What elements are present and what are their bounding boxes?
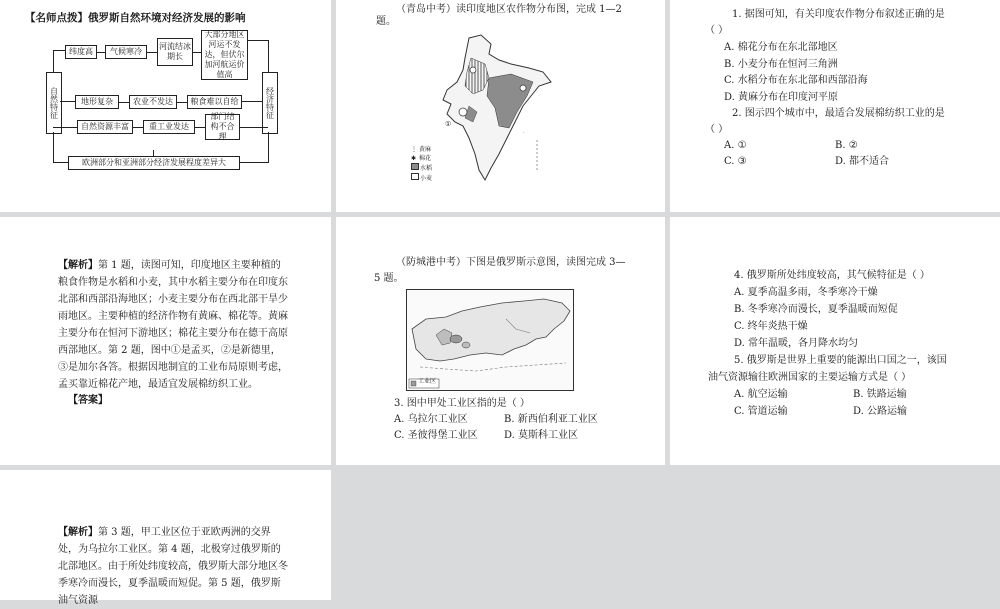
option: D. 公路运输 (853, 406, 908, 417)
option: A. 乌拉尔工业区 (394, 414, 468, 425)
panel1-title: 【名师点拨】俄罗斯自然环境对经济发展的影响 (25, 12, 246, 24)
slide-thumbnail-3[interactable] (670, 0, 1000, 212)
analysis-text: 第 1 题，读图可知，印度地区主要种植的粮食作物是水稻和小麦，其中水稻主要分布在印度东北部和西部沿海地区；小麦主要分布在西北部干旱少雨地区。主要种植的经济作物有黄麻、棉花等。黄麻主要分布在恒河下游地区；棉花主要分布在德干高原西部地区。第 2 题，图中①是孟买，②是新德里，③是加尔各答。根据因地制宜的工业布局原则考虑，孟买靠近棉花产地，最适宜发展棉纺织工业。 (58, 260, 288, 390)
question-1: 1. 据图可知，有关印度农作物分布叙述正确的是 (732, 9, 945, 20)
option: A. 航空运输 (734, 389, 788, 400)
option: A. 夏季高温多雨，冬季寒冷干燥 (734, 287, 878, 298)
flow-box-structure: 部门结构不合理 (205, 114, 240, 140)
question-intro-line: 5 题。 (374, 273, 404, 284)
india-crop-map (411, 30, 571, 190)
slide-thumbnail-6[interactable] (670, 217, 1000, 465)
answer-label: 【答案】 (68, 395, 108, 406)
flow-box-grain: 粮食难以自给 (187, 95, 242, 109)
svg-text:①: ① (445, 120, 452, 128)
option: D. 莫斯科工业区 (504, 430, 579, 441)
slide-thumbnail-2[interactable] (336, 0, 665, 212)
legend-rice: 水稻 (411, 163, 432, 173)
question-1-paren: （ ） (705, 25, 729, 36)
flow-box-heavy-industry: 重工业发达 (143, 120, 195, 134)
slide-thumbnail-1[interactable] (0, 0, 331, 212)
flow-box-rivers: 河流结冰期长 (157, 38, 193, 66)
question-intro-line: （青岛中考）读印度地区农作物分布图，完成 1—2 (396, 4, 622, 15)
slide-thumbnail-5[interactable] (336, 217, 665, 465)
question-4: 4. 俄罗斯所处纬度较高，其气候特征是（ ） (734, 270, 930, 281)
option: B. 小麦分布在恒河三角洲 (724, 59, 838, 70)
flow-box-resources: 自然资源丰富 (77, 120, 133, 134)
flow-box-regional-difference: 欧洲部分和亚洲部分经济发展程度差异大 (68, 156, 240, 170)
option: B. ② (835, 140, 858, 151)
option: D. 黄麻分布在印度河平原 (724, 92, 839, 103)
analysis-label: 【解析】 (58, 527, 98, 538)
question-3: 3. 图中甲处工业区指的是（ ） (394, 398, 530, 409)
legend-jute: ⋮ 黄麻 (411, 146, 432, 153)
option: B. 冬季寒冷而漫长，夏季温暖而短促 (734, 304, 898, 315)
flow-box-latitude: 纬度高 (65, 45, 97, 59)
option: C. 管道运输 (734, 406, 788, 417)
analysis-paragraph (58, 524, 290, 609)
flow-box-terrain: 地形复杂 (75, 95, 119, 109)
option: D. 都不适合 (835, 156, 890, 167)
question-5: 油气资源输往欧洲国家的主要运输方式是（ ） (708, 372, 912, 383)
option: A. ① (724, 140, 747, 151)
map-legend (411, 145, 432, 183)
option: C. ③ (724, 156, 747, 167)
slide-thumbnail-4[interactable] (0, 217, 331, 465)
svg-text:·: · (523, 130, 525, 136)
flow-box-agriculture: 农业不发达 (129, 95, 177, 109)
flowchart (0, 0, 331, 212)
slide-thumbnail-7[interactable] (0, 470, 331, 606)
question-intro-line: 题。 (376, 16, 396, 27)
flow-box-climate: 气候寒冷 (105, 45, 147, 59)
question-intro-line: （防城港中考）下图是俄罗斯示意图，读图完成 3— (396, 257, 626, 268)
legend-wheat: 小麦 (411, 173, 432, 183)
economic-features-box: 经济特征 (262, 72, 278, 134)
natural-features-box: 自然特征 (46, 72, 62, 134)
analysis-label: 【解析】 (58, 260, 98, 271)
option: D. 常年温暖，各月降水均匀 (734, 338, 859, 349)
option: A. 棉花分布在东北部地区 (724, 42, 838, 53)
legend-cotton: ✱ 棉花 (411, 155, 432, 162)
option: B. 铁路运输 (853, 389, 907, 400)
question-2: 2. 图示四个城市中，最适合发展棉纺织工业的是 (732, 108, 945, 119)
analysis-text: 第 3 题，甲工业区位于亚欧两洲的交界处，为乌拉尔工业区。第 4 题，北极穿过俄罗斯的北部地区。由于所处纬度较高，俄罗斯大部分地区冬季寒冷而漫长，夏季温暖而短促。第 5 题，俄罗斯油气资源 (58, 527, 288, 606)
question-5: 5. 俄罗斯是世界上重要的能源出口国之一，该国 (734, 355, 947, 366)
option: C. 圣彼得堡工业区 (394, 430, 478, 441)
option: B. 新西伯利亚工业区 (504, 414, 598, 425)
map-legend-industry: 工业区 (418, 378, 437, 385)
option: C. 水稻分布在东北部和西部沿海 (724, 75, 868, 86)
flow-box-river-transport: 大部分地区河运不发达，但伏尔加河航运价值高 (201, 30, 248, 80)
analysis-paragraph (58, 257, 290, 393)
question-2-paren: （ ） (705, 124, 729, 135)
option: C. 终年炎热干燥 (734, 321, 808, 332)
russia-map (406, 289, 574, 391)
